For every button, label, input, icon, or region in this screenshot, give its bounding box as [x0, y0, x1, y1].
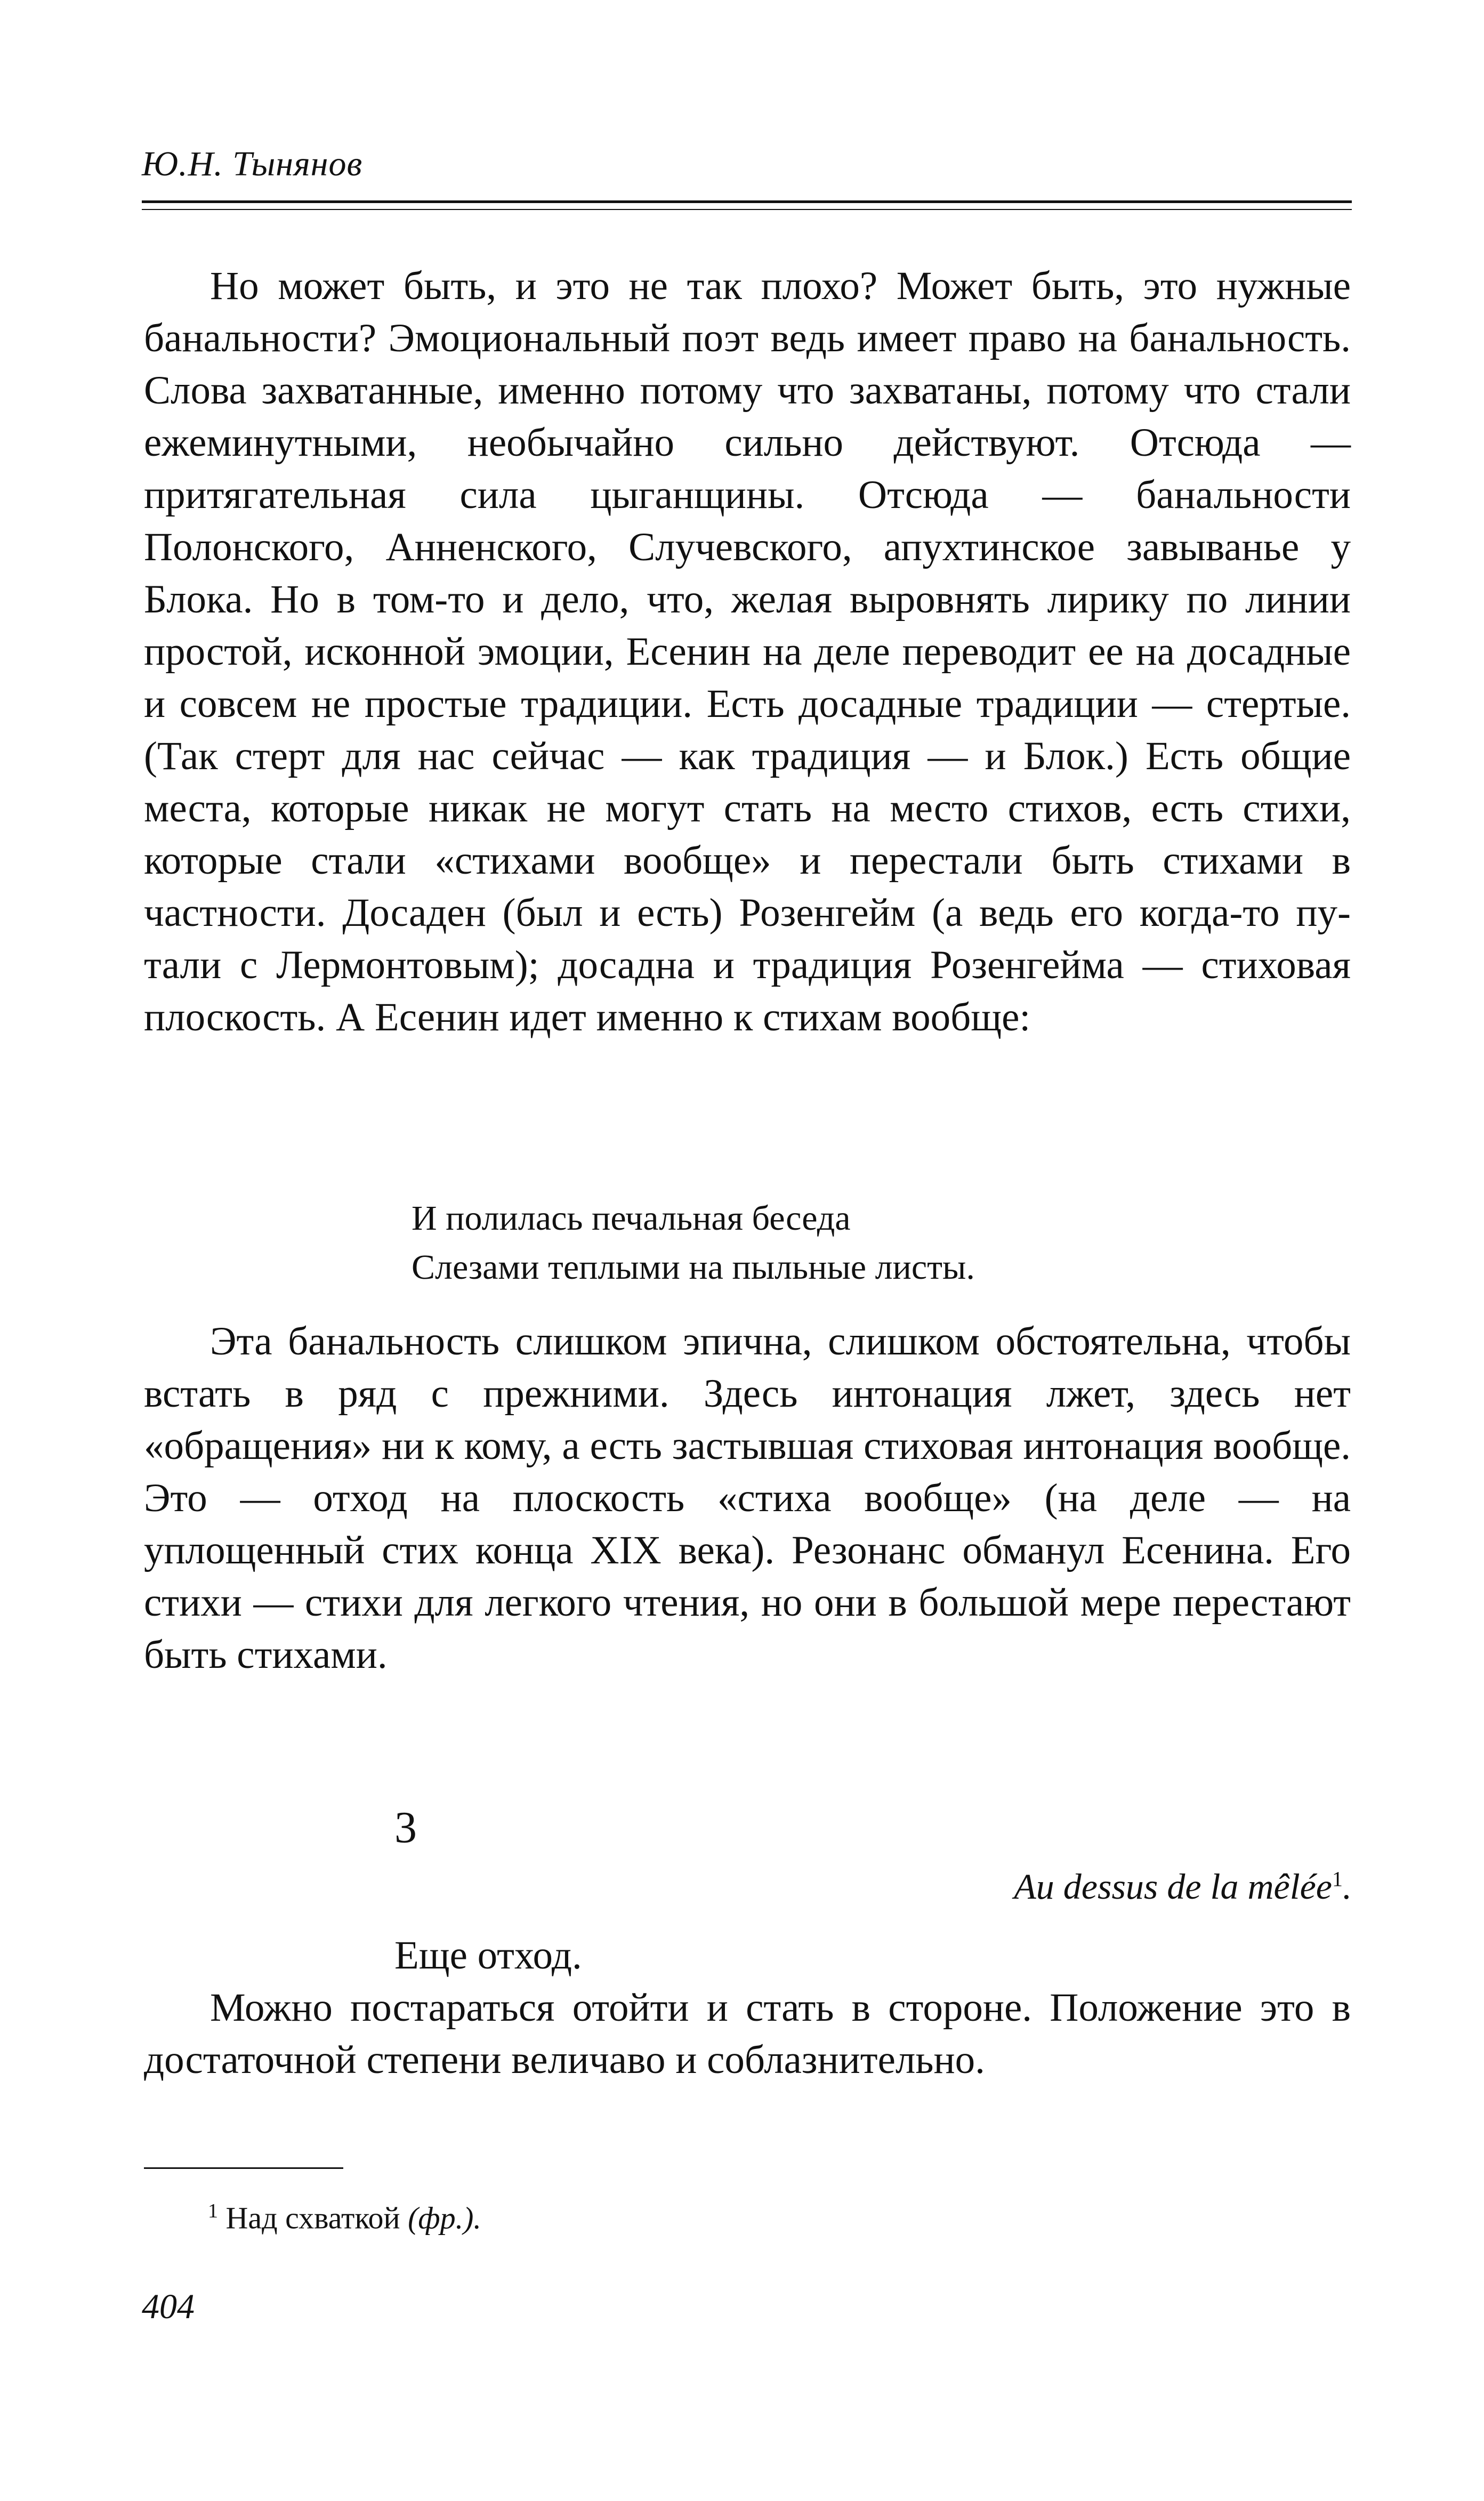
verse-line-1: И полилась печальная беседа	[412, 1199, 851, 1238]
running-head: Ю.Н. Тынянов	[142, 144, 363, 183]
page-number: 404	[142, 2287, 195, 2326]
footnote-text: Над схваткой	[225, 2200, 408, 2236]
paragraph-text: Можно постараться отойти и стать в стороне. Положение это в достаточной степени величаво и соблазнительно.	[144, 1986, 1351, 2082]
header-rule-thin	[142, 209, 1352, 210]
epigraph-text: Au dessus de la mêlée	[1014, 1866, 1332, 1907]
verse-line-2: Слезами теплыми на пыльные листы.	[412, 1248, 975, 1287]
paragraph-text: Но может быть, и это не так плохо? Может быть, это нужные банальности? Эмоциональный поэт ведь имеет право на банальность. Слова захватанные, именно потому что захватаны, потому что стали ежеминутными, необычайно сильно действуют. Отсюда — притягательная сила цыганщины. Отсюда — банальности Полонского, Анненского, Случевского, апухтинское завыванье у Блока. Но в том-то и дело, что, желая выровнять лирику по линии простой, исконной эмоции, Есенин на деле переводит ее на досадные и совсем не простые традиции. Есть досадные традиции — стертые. (Так стерт для нас сейчас — как традиция — и Блок.) Есть общие места, которые никак не могут стать на место стихов, есть стихи, которые стали «стихами вообще» и перестали быть стихами в частности. Досаден (был и есть) Розенгейм (а ведь его когда-то путали с Лермонтовым); досадна и традиция Розенгейма — стиховая плоскость. А Есенин идет именно к стихам вообще:	[144, 264, 1351, 1039]
paragraph-text: Эта банальность слишком эпична, слишком обстоятельна, чтобы встать в ряд с прежними. Здесь интонация лжет, здесь нет «обращения» ни к кому, а есть застывшая стиховая интонация вообще. Это — отход на плоскость «стиха вообще» (на деле — на уплощенный стих конца XIX века). Резонанс обманул Есенина. Его стихи — стихи для легкого чтения, но они в большой мере перестают быть стихами.	[144, 1319, 1351, 1677]
verse-quote	[412, 1194, 975, 1292]
footnote-lang: (фр.).	[408, 2200, 481, 2236]
footnote-ref: 1	[1332, 1867, 1343, 1891]
paragraph-text-short: Еще отход.	[394, 1933, 582, 1978]
header-rule	[142, 200, 1352, 203]
footnote	[208, 2199, 481, 2236]
epigraph: Au dessus de la mêlée$^1$.	[1014, 1866, 1352, 1907]
body-paragraph-2	[144, 1316, 1351, 1681]
body-paragraph-1	[144, 260, 1351, 1044]
body-paragraph-3	[144, 1930, 1351, 2086]
footnote-mark: 1	[208, 2200, 218, 2222]
footnote-rule	[144, 2167, 343, 2169]
section-number: 3	[394, 1803, 417, 1852]
